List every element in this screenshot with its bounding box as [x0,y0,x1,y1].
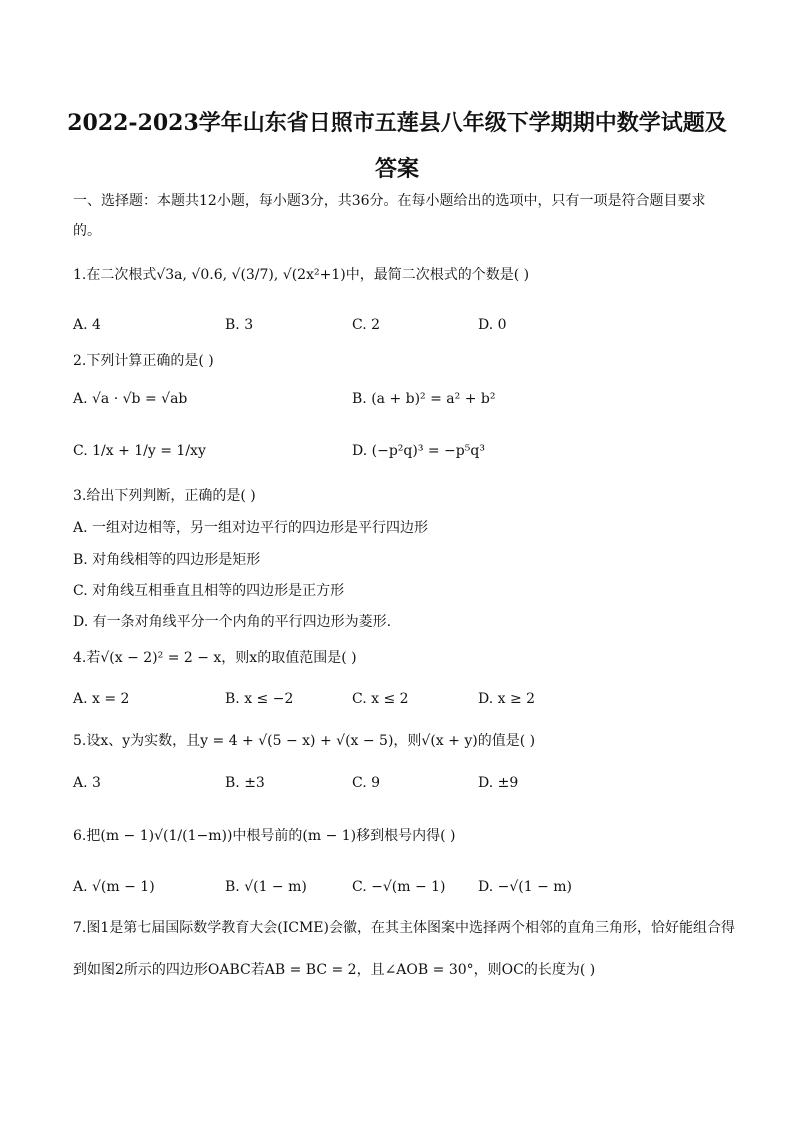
question-6-stem: 6.把(m − 1)√(1/(1−m))中根号前的(m − 1)移到根号内得( ) [73,828,456,844]
q6-option-c: C. −√(m − 1) [352,879,446,895]
question-4-stem: 4.若√(x − 2)² = 2 − x，则x的取值范围是( ) [73,650,357,666]
question-3-stem: 3.给出下列判断，正确的是( ) [73,488,256,504]
q2-option-c: C. 1/x + 1/y = 1/xy [73,443,206,459]
q6-option-a: A. √(m − 1) [73,879,155,895]
q6-option-b: B. √(1 − m) [225,879,307,895]
q4-option-d: D. x ≥ 2 [478,691,536,707]
question-5-stem: 5.设x、y为实数，且y = 4 + √(5 − x) + √(x − 5)，则√(x + y)的值是( ) [73,733,536,749]
question-7-stem-line1: 7.图1是第七届国际数学教育大会(ICME)会徽，在其主体图案中选择两个相邻的直角三角形，恰好能组合得 [73,920,735,936]
q6-option-d: D. −√(1 − m) [478,879,573,895]
q5-option-d: D. ±9 [478,775,519,791]
q3-option-d: D. 有一条对角线平分一个内角的平行四边形为菱形. [73,614,392,630]
q1-option-b: B. 3 [225,317,254,333]
question-2-stem: 2.下列计算正确的是( ) [73,353,214,369]
q1-option-d: D. 0 [478,317,507,333]
q2-option-d: D. (−p²q)³ = −p⁵q³ [352,443,485,459]
q4-option-c: C. x ≤ 2 [352,691,409,707]
q5-option-c: C. 9 [352,775,381,791]
q2-option-a: A. √a · √b = √ab [73,391,188,407]
section-intro: 一、选择题：本题共12小题，每小题3分，共36分。在每小题给出的选项中，只有一项是符合题目要求的。 [73,193,706,239]
q5-option-b: B. ±3 [225,775,265,791]
q1-option-c: C. 2 [352,317,381,333]
q4-option-b: B. x ≤ −2 [225,691,294,707]
q2-option-b: B. (a + b)² = a² + b² [352,391,496,407]
question-7-stem-line2: 到如图2所示的四边形OABC若AB = BC = 2，且∠AOB = 30°，则OC的长度为( ) [73,962,596,978]
q5-option-a: A. 3 [73,775,101,791]
document-title: 2022-2023学年山东省日照市五莲县八年级下学期期中数学试题及答案 [67,110,727,182]
q1-option-a: A. 4 [73,317,101,333]
q4-option-a: A. x = 2 [73,691,130,707]
q3-option-c: C. 对角线互相垂直且相等的四边形是正方形 [73,583,345,599]
question-1-stem: 1.在二次根式√3a, √0.6, √(3/7), √(2x²+1)中，最简二次根式的个数是( ) [73,267,530,283]
q3-option-b: B. 对角线相等的四边形是矩形 [73,552,261,568]
q3-option-a: A. 一组对边相等，另一组对边平行的四边形是平行四边形 [73,520,429,536]
